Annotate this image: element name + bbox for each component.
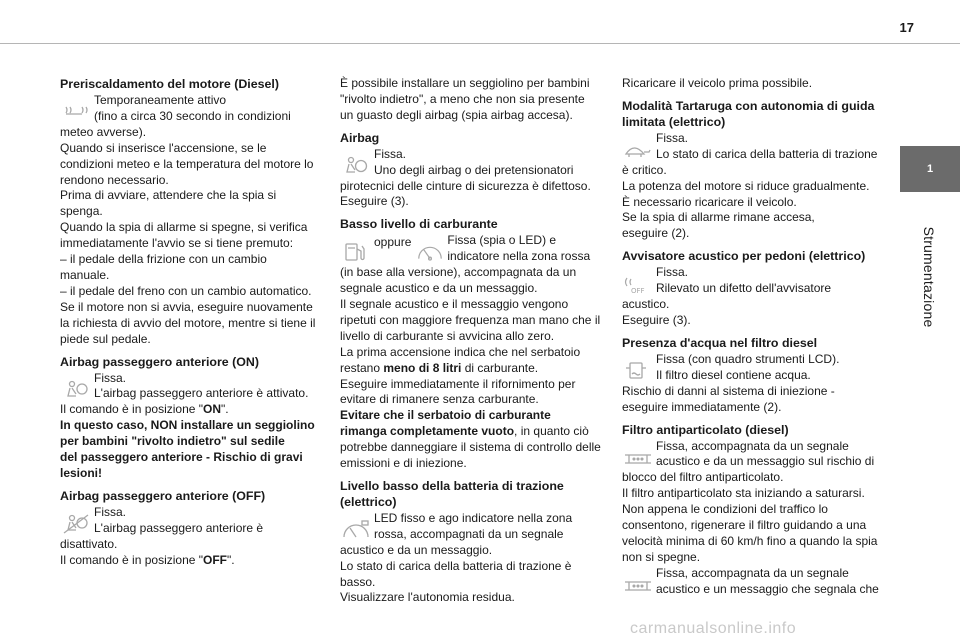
text-line: manuale. (60, 267, 110, 282)
text-line: Ricaricare il veicolo prima possibile. (622, 76, 813, 90)
text-line: Lo stato di carica della batteria di trazione (656, 146, 878, 161)
text-line: È necessario ricaricare il veicolo. (622, 194, 797, 209)
section-title: Airbag passeggero anteriore (OFF) (60, 488, 266, 503)
section-title: Filtro antiparticolato (diesel) (622, 422, 789, 437)
warning-light-row (622, 439, 888, 471)
warning-text: del passeggero anteriore - Rischio di gravi (60, 450, 303, 465)
glow-plug-icon (60, 101, 92, 123)
section-title: Modalità Tartaruga con autonomia di guida (622, 98, 875, 113)
text-line: eseguire immediatamente (2). (622, 399, 782, 414)
text-fragment: restano (340, 360, 384, 375)
text-line (60, 402, 326, 418)
text-line: immediatamente l'avvio se si tiene premuto: (60, 236, 294, 251)
text-line: L'airbag passeggero anteriore è attivato. (94, 386, 309, 401)
text-line: Se la spia di allarme rimane accesa, (622, 210, 815, 225)
text-line: evitare di rimanere senza carburante. (340, 392, 539, 407)
section-title: Basso livello di carburante (340, 217, 498, 232)
airbag-off-icon (60, 513, 92, 535)
text-line: La prima accensione indica che nel serbatoio (340, 344, 581, 359)
page-number: 17 (899, 20, 914, 35)
section-title: Preriscaldamento del motore (Diesel) (60, 77, 279, 91)
warning-light-row (622, 352, 888, 384)
airbag-fault-icon (340, 155, 372, 177)
warning-light-row (60, 371, 326, 403)
chapter-tab[interactable]: 1 (900, 146, 960, 192)
text-line: meteo avverse). (60, 124, 147, 139)
text-fragment-bold: OFF (203, 552, 228, 567)
text-line: Il filtro diesel contiene acqua. (656, 367, 811, 382)
watermark: carmanualsonline.info (630, 620, 797, 637)
airbag-on-icon (60, 379, 92, 401)
text-line: piede sul pedale. (60, 331, 151, 346)
column-3 (622, 76, 888, 598)
section-title: Livello basso della batteria di trazione (340, 478, 564, 493)
text-line: ripetuti con maggiore frequenza man mano che il (340, 312, 601, 327)
text-line: Rilevato un difetto dell'avvisatore (656, 281, 832, 296)
text-line: non si spegne. (622, 549, 701, 564)
text-line: Eseguire (3). (622, 312, 691, 327)
text-fragment: Il comando è in posizione " (60, 402, 204, 417)
text-line: acustico. (622, 297, 670, 312)
text-line: blocco del filtro antiparticolato. (622, 470, 784, 485)
text-line: spenga. (60, 204, 103, 219)
column-1 (60, 76, 326, 568)
text-line: – il pedale della frizione con un cambio (60, 252, 267, 267)
pedestrian-horn-off-icon (622, 273, 654, 295)
text-line: segnale acustico e da un messaggio. (340, 281, 538, 296)
svg-text:OFF: OFF (631, 287, 645, 296)
warning-text: per bambini "rivolto indietro" sul sedile (60, 434, 285, 449)
traction-battery-gauge-icon (340, 519, 372, 541)
text-line: Fissa, accompagnata da un segnale (656, 438, 849, 453)
text-line: Fissa. (374, 146, 407, 161)
text-line: È possibile installare un seggiolino per bambini (340, 76, 590, 90)
text-fragment: ". (221, 402, 229, 417)
text-line (340, 361, 607, 377)
text-fragment-bold: meno di 8 litri (383, 360, 462, 375)
text-line: Prima di avviare, attendere che la spia si (60, 188, 277, 203)
text-line: basso. (340, 574, 376, 589)
warning-text: lesioni! (60, 465, 103, 480)
text-line: Non appena le condizioni del traffico lo (622, 502, 828, 517)
text-fragment: Il comando è in posizione " (60, 552, 204, 567)
text-line: Quando si inserisce l'accensione, se le (60, 140, 267, 155)
text-line: acustico e un messaggio che segnala che (656, 581, 879, 596)
oppure-text: oppure (374, 235, 412, 250)
text-line: rossa, accompagnati da un segnale (374, 526, 564, 541)
particle-filter-icon (622, 447, 654, 469)
text-line: (in base alla versione), accompagnata da un (340, 265, 577, 280)
text-line: Fissa (con quadro strumenti LCD). (656, 351, 840, 366)
text-line: Fissa. (94, 370, 127, 385)
text-line: Uno degli airbag o dei pretensionatori (374, 162, 574, 177)
text-fragment-bold: ON (203, 402, 222, 417)
text-line: acustico e da un messaggio sul rischio di (656, 454, 875, 469)
text-line: La potenza del motore si riduce gradualmente. (622, 178, 870, 193)
text-fragment: di carburante. (461, 360, 539, 375)
text-line: Fissa, accompagnata da un segnale (656, 565, 849, 580)
text-line: LED fisso e ago indicatore nella zona (374, 510, 573, 525)
text-line: Visualizzare l'autonomia residua. (340, 590, 515, 605)
warning-light-row (340, 511, 607, 543)
text-line: Quando la spia di allarme si spegne, si verifica (60, 220, 308, 235)
column-2 (340, 76, 607, 606)
text-line: Il filtro antiparticolato sta iniziando a saturarsi. (622, 486, 865, 501)
section-title-cont: limitata (elettrico) (622, 114, 726, 129)
text-line: è critico. (622, 162, 667, 177)
text-line: Temporaneamente attivo (94, 93, 227, 107)
warning-light-row (340, 147, 607, 179)
turtle-icon (622, 139, 654, 161)
text-line: Eseguire (3). (340, 194, 409, 209)
text-fragment-bold: rimanga completamente vuoto (340, 424, 515, 439)
text-line: "rivolto indietro", a meno che non sia presente (340, 91, 585, 106)
text-fragment: , in quanto ciò (514, 424, 589, 439)
chapter-title (920, 212, 938, 342)
text-line (340, 424, 607, 440)
text-line: un guasto degli airbag (spia airbag accesa). (340, 107, 573, 122)
text-line: la richiesta di avvio del motore, mentre si tiene il (60, 315, 316, 330)
text-line: condizioni meteo e la temperatura del motore lo (60, 156, 314, 171)
text-line: livello di carburante si avvicina allo zero. (340, 328, 555, 343)
text-line: L'airbag passeggero anteriore è (94, 520, 264, 535)
warning-light-row (60, 93, 326, 125)
text-line: Eseguire immediatamente il rifornimento per (340, 376, 576, 391)
fuel-pump-icon (340, 241, 372, 263)
text-line: Rischio di danni al sistema di iniezione - (622, 383, 835, 398)
particle-filter-icon (622, 574, 654, 596)
warning-light-row (622, 265, 888, 297)
section-title: Avvisatore acustico per pedoni (elettrico) (622, 249, 866, 264)
section-title-cont: (elettrico) (340, 494, 397, 509)
text-line: Fissa. (656, 130, 689, 145)
text-line: pirotecnici delle cinture di sicurezza è difettoso. (340, 178, 591, 193)
fuel-gauge-icon (415, 241, 445, 263)
text-line: consentono, rigenerare il filtro guidando a una (622, 518, 867, 533)
text-line: emissioni e di iniezione. (340, 456, 467, 471)
warning-light-row (340, 233, 607, 265)
text-line: Fissa (spia o LED) e (447, 233, 557, 248)
text-line: Se il motore non si avvia, eseguire nuovamente (60, 299, 313, 314)
header-divider (0, 43, 960, 44)
text-line: rendono necessario. (60, 172, 169, 187)
warning-light-row (622, 131, 888, 163)
warning-text: In questo caso, NON installare un seggiolino (60, 418, 315, 433)
text-line: Il segnale acustico e il messaggio vengono (340, 296, 569, 311)
text-line: velocità minima di 60 km/h fino a quando la spia (622, 533, 878, 548)
section-title: Presenza d'acqua nel filtro diesel (622, 335, 818, 350)
text-line (60, 553, 326, 569)
text-line: disattivato. (60, 536, 118, 551)
text-line: Fissa. (94, 504, 127, 519)
text-line: indicatore nella zona rossa (447, 249, 591, 264)
chapter-title-text: Strumentazione (921, 226, 937, 328)
text-line: (fino a circa 30 secondo in condizioni (94, 108, 291, 123)
section-title: Airbag (340, 130, 380, 145)
text-line: Lo stato di carica della batteria di trazione è (340, 558, 572, 573)
warning-light-row (60, 505, 326, 537)
warning-light-row (622, 566, 888, 598)
text-line: acustico e da un messaggio. (340, 542, 493, 557)
text-fragment: ". (227, 552, 235, 567)
text-line: potrebbe danneggiare il sistema di controllo delle (340, 440, 601, 455)
warning-text: Evitare che il serbatoio di carburante (340, 408, 551, 423)
section-title: Airbag passeggero anteriore (ON) (60, 354, 259, 369)
text-line: eseguire (2). (622, 226, 690, 241)
text-line: – il pedale del freno con un cambio automatico. (60, 283, 312, 298)
water-in-diesel-icon (622, 360, 654, 382)
text-line: Fissa. (656, 265, 689, 280)
